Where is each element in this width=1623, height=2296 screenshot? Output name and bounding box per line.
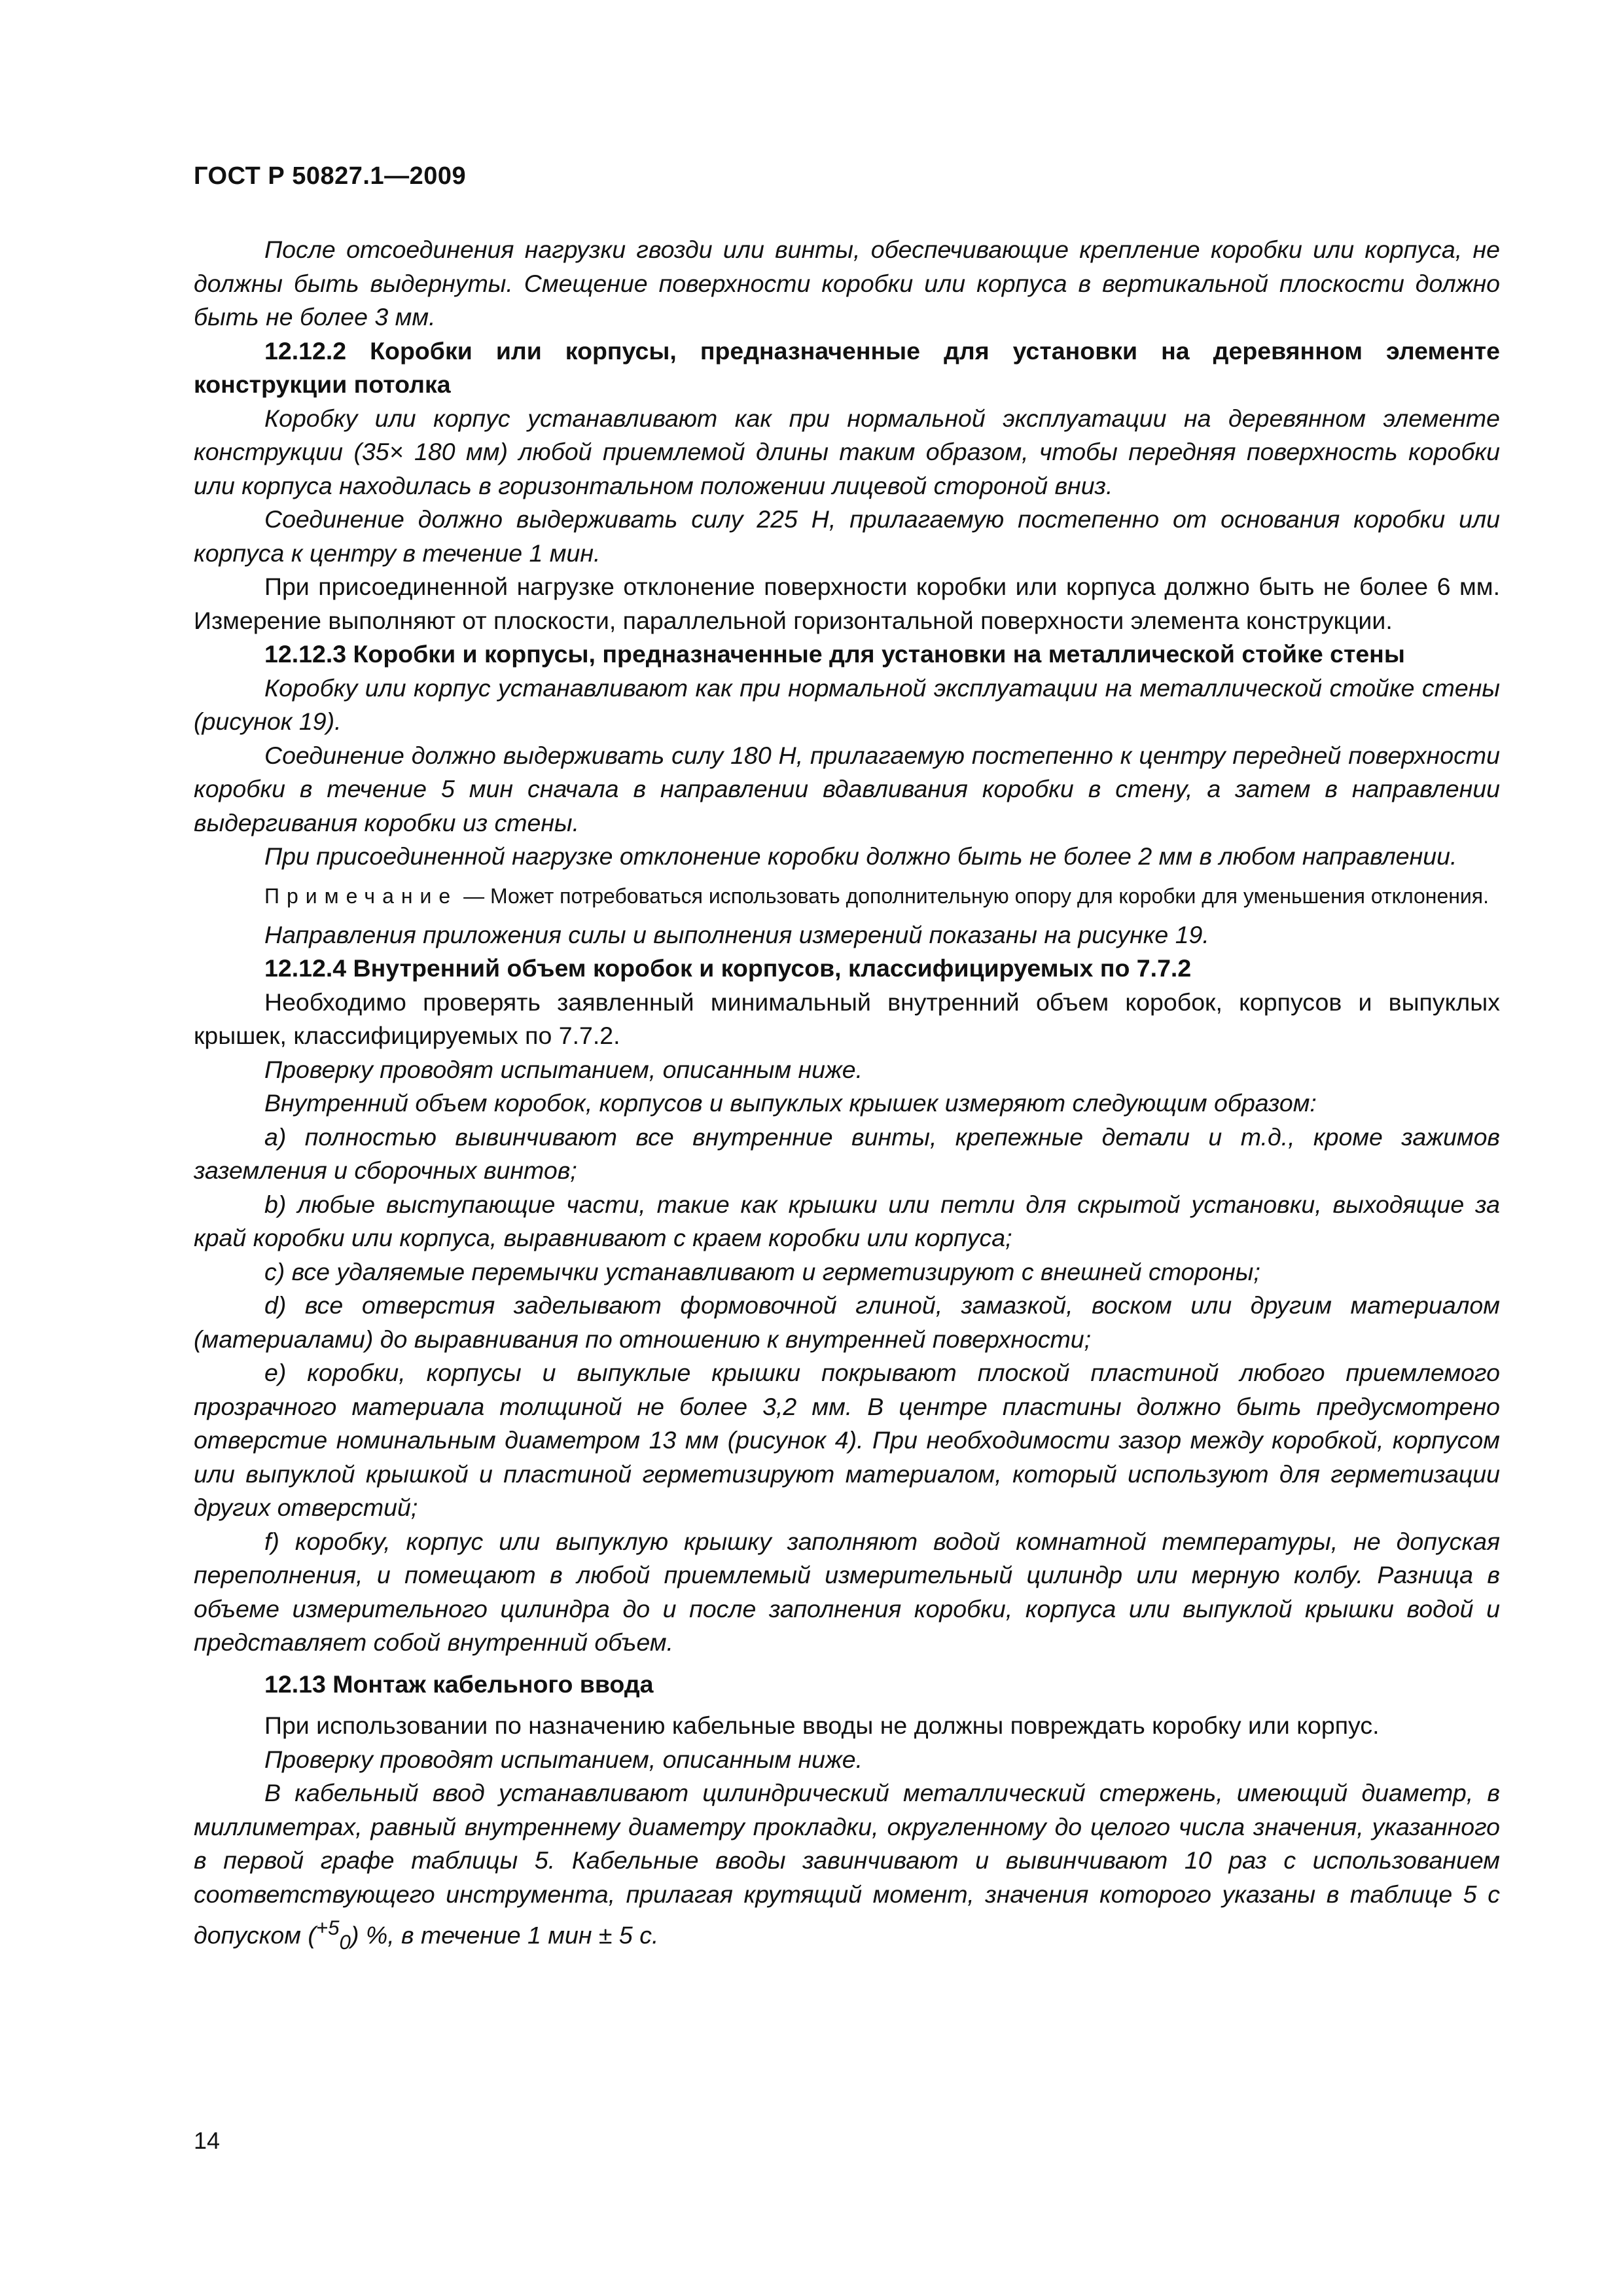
list-item-c: c) все удаляемые перемычки устанавливают и герметизируют с внешней стороны; (264, 1257, 1260, 1285)
section-heading-12-12-3: 12.12.3 Коробки и корпусы, предназначенные для установки на металлической стойке стены (264, 640, 1405, 668)
section-heading-12-12-2: 12.12.2 Коробки или корпусы, предназначенные для установки на деревянном элементе конструкции потолка (194, 336, 1500, 398)
note (194, 882, 1500, 910)
tolerance-subscript: 0 (339, 1931, 351, 1954)
note-text: — Может потребоваться использовать дополнительную опору для коробки для уменьшения отклонения. (457, 884, 1489, 908)
list-item-d: d) все отверстия заделывают формовочной глиной, замазкой, воском или другим материалом (материалами) до выравнивания по отношению к внутренней поверхности; (194, 1291, 1500, 1353)
paragraph (194, 1776, 1500, 1960)
text-run: ) %, в течение 1 мин ± 5 с. (350, 1921, 659, 1949)
text-run: В кабельный ввод устанавливают цилиндрический металлический стержень, имеющий диаметр, в миллиметрах, равный внутреннему диаметру прокладки, округленному до целого числа значения, указанного в первой графе таблицы 5. Кабельные вводы завинчивают и вывинчивают 10 раз с использованием соответствующего инструмента, прилагая крутящий момент, значения которого указаны в таблице 5 с допуском ( (194, 1779, 1500, 1949)
list-item-a: a) полностью вывинчивают все внутренние винты, крепежные детали и т.д., кроме зажимов заземления и сборочных винтов; (194, 1122, 1500, 1184)
paragraph: При использовании по назначению кабельные вводы не должны повреждать коробку или корпус. (264, 1712, 1380, 1739)
section-heading-12-13: 12.13 Монтаж кабельного ввода (264, 1670, 654, 1698)
document-header: ГОСТ Р 50827.1—2009 (194, 162, 467, 190)
paragraph: Коробку или корпус устанавливают как при нормальной эксплуатации на металлической стойке стены (рисунок 19). (194, 673, 1500, 735)
paragraph: Направления приложения силы и выполнения измерений показаны на рисунке 19. (264, 920, 1209, 948)
list-item-e: e) коробки, корпусы и выпуклые крышки покрывают плоской пластиной любого приемлемого прозрачного материала толщиной не более 3,2 мм. В центре пластины должно быть предусмотрено отверстие номинальным диаметром 13 мм (рисунок 4). При необходимости зазор между коробкой, корпусом или выпуклой крышкой и пластиной герметизируют материалом, который используют для герметизации других отверстий; (194, 1359, 1500, 1521)
paragraph: При присоединенной нагрузке отклонение коробки должно быть не более 2 мм в любом направлении. (264, 842, 1457, 870)
document-body (194, 233, 1500, 1960)
paragraph: Коробку или корпус устанавливают как при нормальной эксплуатации на деревянном элементе конструкции (35× 180 мм) любой приемлемой длины таким образом, чтобы передняя поверхность коробки или корпуса находилась в горизонтальном положении лицевой стороной вниз. (194, 404, 1500, 499)
paragraph: После отсоединения нагрузки гвозди или винты, обеспечивающие крепление коробки или корпуса, не должны быть выдернуты. Смещение поверхности коробки или корпуса в вертикальной плоскости должно быть не более 3 мм. (194, 236, 1500, 331)
tolerance-superscript: +5 (315, 1916, 340, 1939)
paragraph: Проверку проводят испытанием, описанным ниже. (264, 1745, 863, 1773)
section-heading-12-12-4: 12.12.4 Внутренний объем коробок и корпусов, классифицируемых по 7.7.2 (264, 954, 1192, 982)
note-label: Примечание (264, 884, 458, 908)
paragraph: Проверку проводят испытанием, описанным ниже. (264, 1055, 863, 1083)
list-item-f: f) коробку, корпус или выпуклую крышку заполняют водой комнатной температуры, не допуская переполнения, и помещают в любой приемлемый измерительный цилиндр или мерную колбу. Разница в объеме измерительного цилиндра до и после заполнения коробки, корпуса или выпуклой крышки водой и представляет собой внутренний объем. (194, 1527, 1500, 1656)
paragraph: Соединение должно выдерживать силу 180 Н, прилагаемую постепенно к центру передней поверхности коробки в течение 5 мин сначала в направлении вдавливания коробки в стену, а затем в направлении выдергивания коробки из стены. (194, 741, 1500, 836)
list-item-b: b) любые выступающие части, такие как крышки или петли для скрытой установки, выходящие за край коробки или корпуса, выравнивают с краем коробки или корпуса; (194, 1190, 1500, 1251)
paragraph: Внутренний объем коробок, корпусов и выпуклых крышек измеряют следующим образом: (264, 1089, 1317, 1117)
page-number: 14 (194, 2127, 221, 2154)
paragraph: Необходимо проверять заявленный минимальный внутренний объем коробок, корпусов и выпуклых крышек, классифицируемых по 7.7.2. (194, 988, 1500, 1049)
paragraph: Соединение должно выдерживать силу 225 Н, прилагаемую постепенно от основания коробки или корпуса к центру в течение 1 мин. (194, 505, 1500, 567)
paragraph: При присоединенной нагрузке отклонение поверхности коробки или корпуса должно быть не более 6 мм. Измерение выполняют от плоскости, параллельной горизонтальной поверхности элемента конструкции. (194, 573, 1500, 634)
